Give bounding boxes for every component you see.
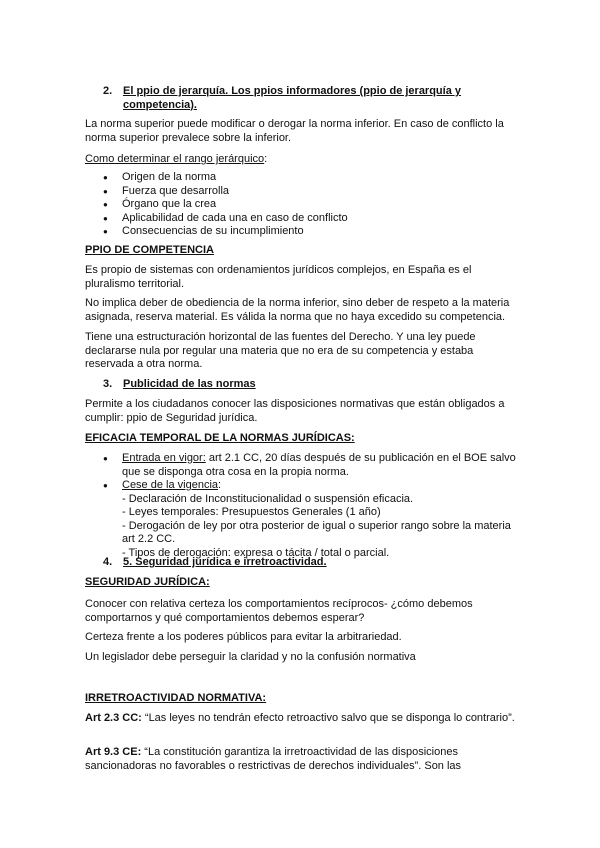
list-item: ● Fuerza que desarrolla	[103, 185, 523, 199]
rango-list	[103, 171, 523, 239]
section-4-number: 4.	[103, 556, 113, 568]
rango-heading	[85, 153, 515, 167]
paragraph-publicidad: Permite a los ciudadanos conocer las disposiciones normativas que están obligados a cumplir: ppio de Seguridad jurídica.	[85, 398, 505, 424]
heading-competencia: PPIO DE COMPETENCIA	[85, 244, 214, 256]
section-2-heading	[103, 85, 483, 112]
list-item-cese	[103, 479, 523, 560]
paragraph-art-9-3	[85, 746, 515, 773]
section-4-heading	[103, 556, 483, 570]
cese-colon: :	[218, 479, 222, 491]
cese-label: Cese de la vigencia	[122, 479, 219, 491]
cese-line: - Tipos de derogación: expresa o tácita / total o parcial.	[122, 546, 390, 559]
list-item: ● Aplicabilidad de cada una en caso de conflicto	[103, 212, 523, 226]
cese-line: - Derogación de ley por otra posterior de igual o superior rango sobre la materia art 2.2 CC.	[122, 519, 511, 545]
art-9-3-label: Art 9.3 CE:	[85, 746, 142, 758]
paragraph-norma-superior: La norma superior puede modificar o derogar la norma inferior. En caso de conflicto la norma superior prevalece sobre la inferior.	[85, 118, 504, 144]
paragraph-seguridad-3: Un legislador debe perseguir la claridad y no la confusión normativa	[85, 651, 416, 663]
paragraph-art-2-3	[85, 712, 515, 726]
section-2-title: El ppio de jerarquía. Los ppios informadores (ppio de jerarquía y competencia).	[123, 85, 462, 111]
section-3-number: 3.	[103, 378, 113, 390]
cese-line: - Leyes temporales: Presupuestos Generales (1 año)	[122, 506, 381, 518]
heading-irretroactividad: IRRETROACTIVIDAD NORMATIVA:	[85, 692, 267, 704]
list-item: ● Origen de la norma	[103, 171, 523, 185]
entrada-text: art 2.1 CC, 20 días después de su publicación en el BOE salvo que se disponga otra cosa en la propia norma.	[122, 452, 516, 478]
paragraph-competencia-1: Es propio de sistemas con ordenamientos jurídicos complejos, en España es el pluralismo territorial.	[85, 264, 472, 290]
rango-label: Como determinar el rango jerárquico	[85, 153, 265, 165]
cese-line: - Declaración de Inconstitucionalidad o suspensión eficacia.	[122, 492, 414, 505]
paragraph-seguridad-2: Certeza frente a los poderes públicos para evitar la arbitrariedad.	[85, 631, 402, 643]
entrada-label: Entrada en vigor:	[122, 452, 206, 464]
rango-colon: :	[264, 153, 268, 165]
list-item: ● Consecuencias de su incumplimiento	[103, 225, 523, 239]
section-4-title: 5. Seguridad jurídica e irretroactividad.	[123, 556, 327, 568]
section-2-number: 2.	[103, 85, 113, 97]
art-2-3-text: “Las leyes no tendrán efecto retroactivo salvo que se disponga lo contrario”.	[141, 712, 515, 724]
list-item-entrada	[103, 452, 523, 479]
eficacia-list	[103, 452, 523, 560]
art-9-3-text: “La constitución garantiza la irretroactividad de las disposiciones sancionadoras no favorables o restrictivas de derechos individuales”. Son las	[85, 746, 462, 772]
list-item: ● Órgano que la crea	[103, 198, 523, 212]
paragraph-seguridad-1: Conocer con relativa certeza los comportamientos recíprocos- ¿cómo debemos comportarnos y qué comportamientos debemos esperar?	[85, 598, 473, 624]
heading-seguridad: SEGURIDAD JURÍDICA:	[85, 576, 210, 588]
paragraph-competencia-2: No implica deber de obediencia de la norma inferior, sino deber de respeto a la materia asignada, reserva material. Es válida la norma que no haya excedido su competencia.	[85, 297, 510, 323]
section-3-heading	[103, 378, 483, 392]
section-3-title: Publicidad de las normas	[123, 378, 256, 390]
paragraph-competencia-3: Tiene una estructuración horizontal de las fuentes del Derecho. Y una ley puede declararse nula por regular una materia que no era de su competencia y estaba reservada a otra norma.	[85, 331, 476, 370]
art-2-3-label: Art 2.3 CC:	[85, 712, 142, 724]
heading-eficacia: EFICACIA TEMPORAL DE LA NORMAS JURÍDICAS:	[85, 432, 355, 444]
